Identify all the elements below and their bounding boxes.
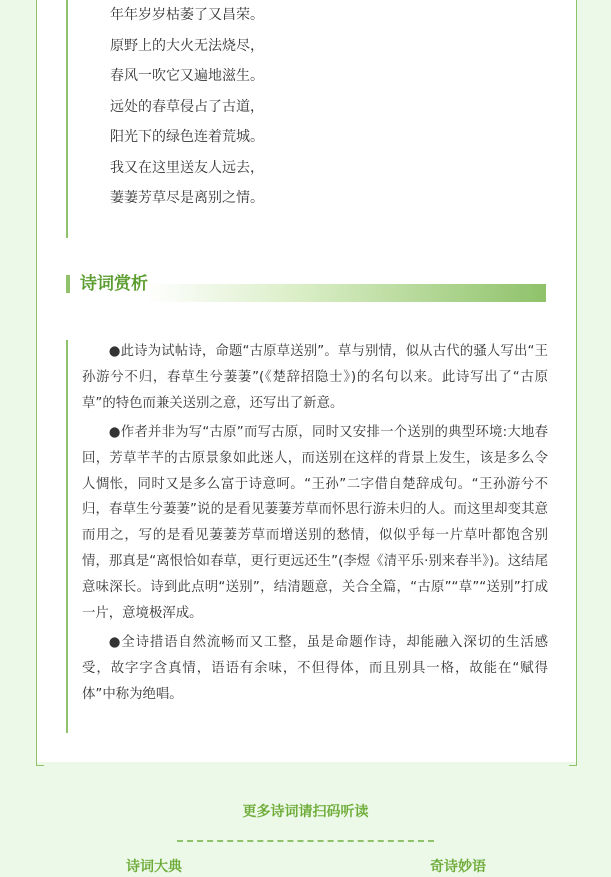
analysis-accent-bar [66,340,68,733]
poem-accent-bar [66,0,68,238]
poem-translation [110,0,510,214]
analysis-paragraph: ●作者并非为写“古原”而写古原，同时又安排一个送别的典型环境:大地春回，芳草芊芊的古原景象如此迷人，而送别在这样的背景上发生，该是多么令人惆怅，同时又是多么富于诗意呵。“王孙”二字借自楚辞成句。“王孙游兮不归，春草生兮萋萋”说的是看见萋萋芳草而怀思行游未归的人。而这里却变其意而用之，写的是看见萋萋芳草而增送别的愁情，似似乎每一片草叶都饱含别情，那真是“离恨恰如春草，更行更远还生”(李煜《清平乐·别来春半》)。这结尾意味深长。诗到此点明“送别”，结清题意，关合全篇，“古原”“草”“送别”打成一片，意境极浑成。 [82,424,548,622]
section-title: 诗词赏析 [80,274,148,294]
section-header [66,272,546,300]
poem-line: 年年岁岁枯萎了又昌荣。 [110,7,264,23]
poem-line: 远处的春草侵占了古道， [110,98,264,115]
frame-corner-left [36,765,44,766]
frame-corner-right [569,765,577,766]
poem-line: 阳光下的绿色连着荒城。 [110,129,264,145]
curious-poems-link[interactable]: 奇诗妙语 [430,859,486,875]
poem-line: 原野上的大火无法烧尽， [110,37,264,54]
poem-line: 我又在这里送友人远去， [110,159,264,176]
analysis-paragraph: ●此诗为试帖诗，命题“古原草送别”。草与别情，似从古代的骚人写出“王孙游兮不归，春草生兮萋萋”(《楚辞招隐士》)的名句以来。此诗写出了“古原草”的特色而兼关送别之意，还写出了新意。 [82,344,548,411]
poem-line: 春风一吹它又遍地滋生。 [110,68,264,84]
analysis-text [82,339,548,711]
poetry-dictionary-link[interactable]: 诗词大典 [126,859,182,875]
analysis-paragraph: ●全诗措语自然流畅而又工整，虽是命题作诗，却能融入深切的生活感受，故字字含真情，语语有余味，不但得体，而且别具一格，故能在“赋得体”中称为绝唱。 [82,634,548,702]
section-header-gradient [146,284,546,302]
poem-line: 萋萋芳草尽是离别之情。 [110,190,264,206]
dashed-divider [177,840,434,842]
section-header-marker [66,275,70,293]
more-poems-heading: 更多诗词请扫码听读 [242,804,369,820]
